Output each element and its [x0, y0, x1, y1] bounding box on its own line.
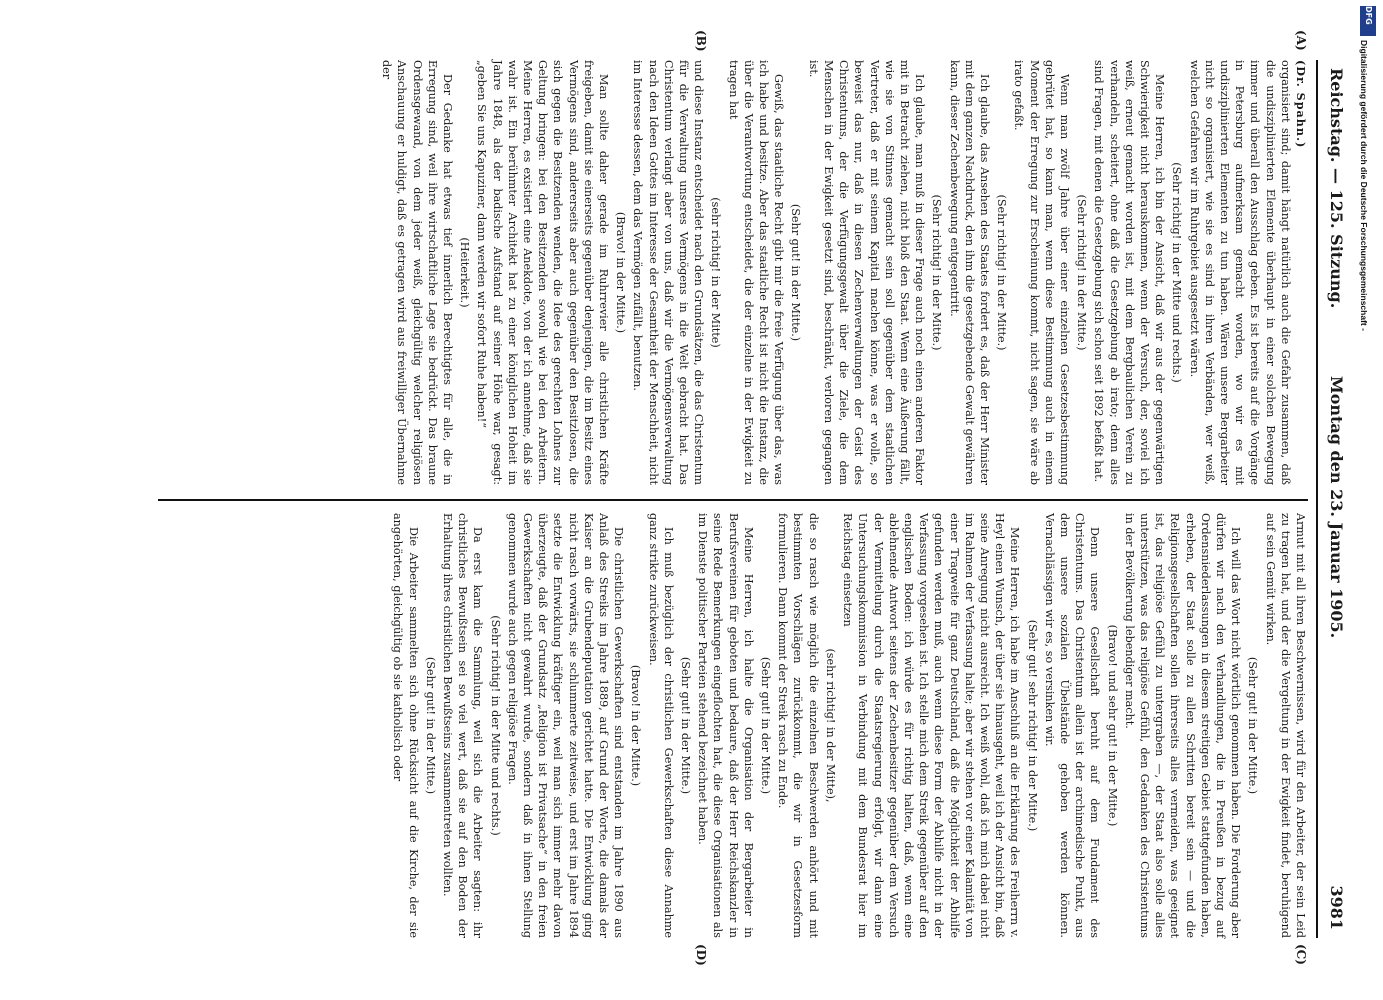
interjection: (Heiterkeit.): [458, 237, 472, 308]
paragraph: Die Arbeiter sammelten sich ohne Rücksicht auf die Kirche, der sie angehörten, gleichgültig ob sie katholisch oder: [391, 513, 420, 938]
dfg-logo: [1360, 6, 1376, 36]
paragraph: Gewiß, das staatliche Recht gibt mir die freie Verfügung über das, was ich habe und besitze. Aber das staatliche Recht ist nicht die Instanz, die über die Verantwortung entscheidet, die der einzelne in der Ewigkeit zu tragen hat: [726, 60, 786, 485]
paragraph: Man sollte daher gerade im Ruhrrevier alle christlichen Kräfte freigeben, damit sie einerseits gegenüber denjenigen, die im Besitz eines Vermögens sind, andererseits aber auch gegenüber den Besitzlosen, die sich gegen die Besitzenden wenden, die Idee des gerechten Lohnes zur Geltung bringen: bei den Besitzenden sowohl wie bei den Arbeitern. Meine Herren, es existiert eine Anekdote, von der ich annehme, daß sie wahr ist. Ein berühmter Architekt hat zu einer königlichen Hoheit im Jahre 1848, als der badische Aufstand auf seiner Höhe war, gesagt: „geben Sie uns Kapuziner, dann werden wir sofort Ruhe haben!“: [475, 60, 611, 485]
interjection: (Sehr richtig! in der Mitte.): [995, 194, 1009, 351]
interjection: (Sehr richtig! in der Mitte.): [930, 194, 944, 351]
speaker-label: (Dr. Spahn.): [1294, 60, 1308, 149]
rotated-page: [104, 30, 1348, 966]
paragraph: Der Gedanke hat etwas tief innerlich Berechtigtes für alle, die in Erregung sind, weil ihre wirtschaftliche Lage sie bedrückt. Das braune Ordensgewand, von dem jeder weiß, gleichgültig welcher religiösen Anschauung er huldigt, daß es getragen wird aus freiwilliger Übernahme der: [380, 60, 455, 485]
dfg-stamp-text: Digitalisierung gefördert durch die Deutsche Forschungsgemeinschaft -: [1359, 40, 1369, 331]
interjection: (Sehr gut! in der Mitte.): [1246, 656, 1260, 795]
interjection: (Sehr gut! in der Mitte.): [679, 656, 693, 795]
column-right: [390, 513, 1308, 938]
paragraph: Wenn man zwölf Jahre über einer einzelnen Gesetzesbestimmung gebrütet hat, so kann man, wenn diese Bestimmung auch in einem Moment der Erregung zur Erscheinung kommt, nicht sagen, sie wäre ab irato gefaßt.: [1012, 60, 1071, 485]
marker-c: (C): [1294, 944, 1308, 965]
interjection: (Sehr gut! in der Mitte.): [423, 656, 437, 795]
paragraph: Meine Herren, ich habe im Anschluß an die Erklärung des Freiherrn v. Heyl einen Wunsch, der über sie hinausgeht, weil ich der Ansicht bin, daß seine Anregung nicht ausreicht. Ich weiß wohl, daß ich mich dabei nicht im Rahmen der Verfassung halte; aber wir stehen vor einer Kalamität von einer Tragweite für ganz Deutschland, daß die Möglichkeit der Abhilfe gefunden werden muß, auch wenn diese Form der Abhilfe nicht in der Verfassung vorgesehen ist. Ich stelle mich dem Streik gegenüber auf den englischen Boden: ich würde es für richtig halten, daß, wenn eine ablehnende Antwort seitens der Zechenbesitzer gegenüber dem Versuch der Vermittelung durch die Staatsregierung erfolgt, wir dann eine Untersuchungskommission in Verbindung mit dem Bundesrat hier im Reichstag einsetzen: [841, 513, 1022, 938]
paragraph: Meine Herren, ich halte die Organisation der Bergarbeiter in Berufsvereinen für geboten und bedaure, daß der Herr Reichskanzler in seine Rede Bemerkungen eingeflochten hat, die diese Organisationen als im Dienste politischer Parteien stehend bezeichnet haben.: [696, 513, 755, 938]
marker-a: (A): [1294, 30, 1308, 51]
interjection: (sehr richtig! in der Mitte): [709, 197, 723, 348]
interjection: (sehr richtig! in der Mitte),: [823, 648, 837, 803]
interjection: (Sehr gut! sehr richtig! in der Mitte.): [1025, 619, 1039, 832]
dfg-logo-text: DFG: [1364, 6, 1373, 25]
paragraph: und diese Instanz entscheidet nach den Grundsätzen, die das Christentum für die Verwaltung unseres Vermögens in die Welt gebracht hat. Das Christentum verlangt aber von uns, daß wir die Vermögensverwaltung nach den Ideen Gottes im Interesse der Gesamtheit der Menschheit, nicht im Interesse dessen, dem das Vermögen zufällt, benutzen.: [631, 60, 706, 485]
interjection: (Bravo! in der Mitte.): [629, 664, 643, 787]
paragraph: die so rasch wie möglich die einzelnen Beschwerden anhört und mit bestimmten Vorschlägen zurückkommt, die wir in Gesetzesform formulieren. Dann kommt der Streik rasch zu Ende.: [776, 513, 820, 938]
paragraph: Die christlichen Gewerkschaften sind entstanden im Jahre 1890 aus Anlaß des Streiks im Jahre 1889, auf Grund der Worte, die damals der Kaiser an die Grubendeputation gerichtet hatte. Die Entwicklung ging nicht rasch vorwärts, sie schlummerte zeitweise, und erst im Jahre 1894 setzte die Entwicklung kräftiger ein, weil man sich immer mehr davon überzeugte, daß der Grundsatz „Religion ist Privatsache“ in den freien Gewerkschaften nicht gewahrt wurde, sondern daß in ihnen Stellung genommen wurde auch gegen religiöse Fragen.: [505, 513, 626, 938]
interjection: (Bravo! und sehr gut! in der Mitte.): [1105, 624, 1119, 827]
paragraph: Armut mit all ihren Beschwernissen, wird für den Arbeiter, der sein Leid zu tragen hat, und der die Vergeltung in der Ewigkeit findet, beruhigend auf sein Gemüt wirken.: [1263, 513, 1307, 938]
column-divider: [158, 499, 1308, 501]
interjection: (Sehr gut! in der Mitte.): [789, 203, 803, 342]
column-left: [379, 60, 1308, 485]
marker-d: (D): [694, 944, 708, 966]
paragraph: organisiert sind; damit hängt natürlich auch die Gefahr zusammen, daß die undisziplinierten Elemente überhaupt in einer solchen Bewegung immer und überall den Ausschlag geben. Es ist bereits auf die Vorgänge in Petersburg aufmerksam gemacht worden, wo wir es mit undisziplinierten Elementen zu tun haben. Wären unsere Bergarbeiter nicht so organisiert, wie sie es sind in ihren Verbänden, wer weiß, welchen Gefahren wir im Ruhrgebiet ausgesetzt wären.: [1187, 60, 1292, 485]
header-left: Reichstag. — 125. Sitzung.: [1327, 68, 1346, 309]
interjection: (Sehr richtig! in der Mitte und rechts.): [1170, 162, 1184, 383]
paragraph: Ich muß bezüglich der christlichen Gewerkschaften diese Annahme ganz strikte zurückweisen.: [646, 513, 675, 938]
paragraph: Meine Herren, ich bin der Ansicht, daß wir aus der gegenwärtigen Schwierigkeit nicht herauskommen, wenn der Versuch, der, soviel ich weiß, erneut gemacht worden ist, mit dem Bergbaulichen Verein zu verhandeln, scheitert, ohne daß die Gesetzgebung ab irato; denn alles sind Fragen, mit denen die Gesetzgebung sich schon seit 1892 befaßt hat.: [1092, 60, 1167, 485]
paragraph: Da erst kam die Sammlung, weil sich die Arbeiter sagten: ihr christliches Bewußtsein sei so viel wert, daß sie auf den Boden der Erhaltung ihres christlichen Bewußtseins zusammentreten wollten.: [441, 513, 485, 938]
header-date: Montag den 23. Januar 1905.: [1327, 376, 1346, 639]
paragraph: Ich glaube, das Ansehen des Staates fordert es, daß der Herr Minister mit dem ganzen Nachdruck, den ihm die gesetzgebende Gewalt gewähren kann, dieser Zechenbewegung entgegentritt.: [947, 60, 991, 485]
interjection: (Sehr gut! in der Mitte.): [759, 656, 773, 795]
paragraph: Ich glaube, man muß in dieser Frage auch noch einen anderen Faktor mit in Betracht ziehen, nicht bloß den Staat. Wenn eine Äußerung fällt, wie sie von Stinnes gemacht sein soll gegenüber dem staatlichen Vertreter, daß er mit seinem Kapital machen könne, was er wolle, so beweist das nur, daß in diesen Zechenverwaltungen der Geist des Christentums, der die Verfügungsgewalt über die Ziele, die dem Menschen in der Ewigkeit gesetzt sind, beschränkt, verloren gegangen ist.: [806, 60, 927, 485]
dfg-stamp: [1355, 0, 1383, 1000]
page-header: [1322, 60, 1348, 938]
paragraph: Denn unsere Gesellschaft beruht auf dem Fundament des Christentums. Das Christentum allein ist der archimedische Punkt, aus dem unsere sozialen Übelstände gehoben werden können. Vernachlässigen wir es, so versinken wir.: [1042, 513, 1102, 938]
page-number: 3981: [1327, 885, 1346, 930]
header-rule: [1316, 60, 1318, 938]
interjection: (Bravo! in der Mitte.): [614, 211, 628, 334]
interjection: (Sehr richtig! in der Mitte und rechts.): [488, 615, 502, 836]
interjection: (Sehr richtig! in der Mitte.): [1075, 194, 1089, 351]
paragraph: Ich will das Wort nicht wörtlich genommen haben. Die Forderung aber dürfen wir nach den Verhandlungen, die in Preußen in bezug auf Ordensniederlassungen in diesem streitigen Gebiet stattgefunden haben, erheben, der Staat solle zu allen Schritten bereit sein — und die Religionsgesellschaften sollen ihrerseits alles vermeiden, was geeignet ist, das religiöse Gefühl zu untergraben —, der Staat also solle alles unterstützen, was das religiöse Gefühl, den Gedanken des Christentums in der Bevölkerung lebendiger macht.: [1122, 513, 1243, 938]
marker-b: (B): [694, 30, 708, 52]
